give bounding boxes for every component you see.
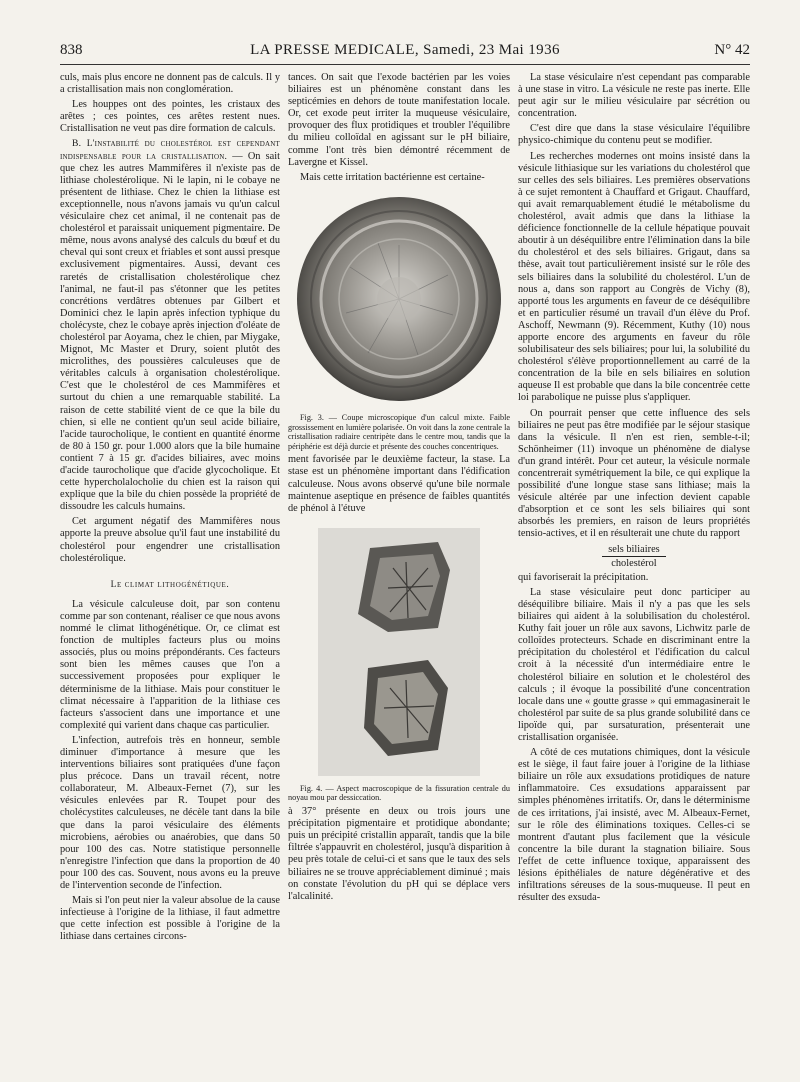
figure-3-micrograph (288, 195, 510, 405)
page-number: 838 (60, 42, 83, 58)
paragraph: Les houppes ont des pointes, les cristaux des arêtes ; ces pointes, ces arêtes restent nues. Cristallisation ne veut pas dire formation de calculs. (60, 99, 280, 135)
column-3 (518, 72, 750, 907)
fraction-numerator: sels biliaires (602, 544, 665, 557)
figure-4-caption: Fig. 4. — Aspect macroscopique de la fissuration centrale du noyau mou par dessiccation. (288, 783, 510, 803)
running-header (60, 42, 750, 62)
section-title: Le climat lithogénétique. (110, 579, 230, 590)
fraction-denominator: cholestérol (611, 557, 657, 569)
figure-3-caption: Fig. 3. — Coupe microscopique d'un calcul mixte. Faible grossissement en lumière polarisée. On voit dans la zone centrale la cristallisation radiaire centripète dans le centre mou, tandis que la périphérie est déjà durcie et présente des couches concentriques. (288, 412, 510, 451)
paragraph: C'est dire que dans la stase vésiculaire l'équilibre physico-chimique du contenu peut se modifier. (518, 123, 750, 147)
paragraph: La stase vésiculaire n'est cependant pas comparable à une stase in vitro. La vésicule ne reste pas inerte. Elle peut agir sur le milieu vésiculaire par sécrétion ou concentration. (518, 72, 750, 120)
paragraph (60, 138, 280, 513)
paragraph: Les recherches modernes ont moins insisté dans la vésicule lithiasique sur les variations du cholestérol que sur celles des sels biliaires. Les premières observations à ce sujet remontent à Chauffard et Grigaut. Chauffard, qui avait remarquablement étudié le métabolisme du cholestérol, avait admis que dans la lithiase la déficience fonctionnelle de la cellule hépatique pouvait aboutir à un déséquilibre entre l'élimination dans la bile du cholestérol et des sels biliaires. Grigaut, dans sa thèse, avait tout particulièrement insisté sur le rôle des sels biliaires dans la solubilité du cholestérol. L'un de nous a, dans son rapport au Congrès de Vichy (8), apporté tous les arguments en faveur de ce déséquilibre et en particulier résumé un travail d'un élève du Prof. Aschoff, Newmann (9). Récemment, Kuthy (10) nous apporte encore des arguments en faveur du rôle solubilisateur des sels biliaires; pour lui, la solubilité du cholestérol s'élève proportionnellement au carré de la concentration de la bile en sels biliaires en solution aqueuse Il est probable que dans la bile concentrée cette loi parabolique ne puisse plus s'appliquer. (518, 150, 750, 404)
paragraph: L'infection, autrefois très en honneur, semble diminuer d'importance à mesure que les interventions biliaires sont pratiquées d'une façon plus précoce. Dans un travail récent, notre collaborateur, M. Albeaux-Fernet (7), sur les vésicules enlevées par R. Toupet pour des cholécystites calculeuses, ne décèle tant dans la bile que dans la paroi vésiculaire des éléments microbiens, aérobies ou anaérobies, que dans 50 pour 100 des cas. Notre statistique personnelle n'enregistre l'infection que dans la proportion de 40 pour 100 des cas. Souvent, nous avons eu la preuve de l'intervention seconde de l'infection. (60, 734, 280, 891)
paragraph: A côté de ces mutations chimiques, dont la vésicule est le siège, il faut faire jouer à l'origine de la lithiase biliaire un rôle aux exsudations protidiques de nature inflammatoire. Ces exsudations apparaissent par simples phénomènes irritatifs. Or, dans le déterminisme de ces irritations, j'ai insisté, avec M. Albeaux-Fernet, sur le rôle des éliminations toxiques. Celles-ci se montrent d'autant plus facilement que la vésicule concentre la bile durant la stagnation biliaire. Sous l'effet de cette influence toxique, apparaissent des lésions épithéliales de nature dégénérative et des infiltrations séreuses de la sous-muqueuse. Il peut en résulter des exsuda- (518, 747, 750, 904)
issue-number: N° 42 (714, 42, 750, 58)
paragraph: La stase vésiculaire peut donc participer au déséquilibre biliaire. Mais il n'y a pas que les sels biliaires qui aident à la solubilisation du cholestérol. Kuthy fait jouer un rôle aux savons, Lichwitz parle de colloïdes protecteurs. Schade en discriminant entre la précipitation du cholestérol et l'édification du calcul croit à la nécessité d'un intermédiaire entre le cholestérol biliaire en solution et le cholestérol des calculs ; il évoque la possibilité d'une concentration locale dans une « goutte grasse » qui emmagasinerait le cholestérol par suite de sa plus grande solubilité dans ce lipoïde qui, par sursaturation, présenterait une cristallisation organisée. (518, 586, 750, 743)
ratio-fraction (518, 544, 750, 570)
paragraph: Mais cette irritation bactérienne est certaine- (300, 171, 485, 183)
paragraph: ment favorisée par le deuxième facteur, la stase. La stase est un phénomène important dans l'édification calculeuse. Nous avons observé qu'une bile normale maintenue aseptique en présence de faibles quantités de phénol à l'étuve (288, 454, 510, 514)
column-2 (288, 72, 510, 906)
section-b-body: — On sait que chez les autres Mammifères il n'existe pas de lithiase cholestérolique. Ni le lapin, ni le cobaye ne présentent de lithiase. Chez le chien la lithiase est exceptionnelle, nous n'avons jamais vu qu'un calcul vésiculaire chez cet animal, il ne contenait pas de cholestérol et paraissait uniquement pigmentaire. De même, nous avons analysé des calculs du bœuf et du cheval qui sont creux et friables et sont aussi presque exclusivement pigmentaires. Aussi, devant ces raretés de cristallisation cholestérolique chez l'animal, ne faut-il pas s'étonner que les petites concrétions verdâtres obtenues par Gilbert et Dominici chez le lapin après infection typhique du cholécyste, chez le cobaye après injection d'oléate de cholestérol par Aoyama, chez le chien, par Miygake, Mignot, Mc Master et Drury, soient plutôt des microlithes, des poussières calculeuses que de véritables calculs à organisation cholestérolique. C'est que le cholestérol de ces Mammifères et surtout du chien a une remarquable stabilité. La raison de cette stabilité vient de ce que la bile du chien, si elle ne contient qu'un seul acide biliaire, l'acide taurocholique, le contient en quantité énorme de 80 à 150 gr. pour 1.000 alors que la bile humaine contient 7 à 15 gr. d'acides biliaires, avec moins d'acide taurocholique que d'acide glycocholique. Et cette hypercholalocholie du chien est la raison qui explique que la bile du chien possède la propriété de dissoudre les calculs humains. (60, 150, 280, 513)
header-rule (60, 64, 750, 65)
column-1 (60, 72, 280, 946)
figure-4-photograph (288, 528, 510, 776)
paragraph: culs, mais plus encore ne donnent pas de calculs. Il y a cristallisation mais non conglomération. (60, 72, 280, 96)
paragraph: Cet argument négatif des Mammifères nous apporte la preuve absolue qu'il faut une instabilité du cholestérol pour engendrer une cristallisation cholestérolique. (60, 516, 280, 564)
paragraph: à 37° présente en deux ou trois jours une précipitation pigmentaire et protidique abondante; puis un précipité cristallin apparaît, tandis que la bile filtrée s'appauvrit en cholestérol, jusqu'à disparition à peu près totale de celui-ci et sans que le taux des sels biliaires ne se trouve appréciablement diminué ; mais on constate l'évolution du pH qui se déplace vers l'alcalinité. (288, 806, 510, 902)
section-b-heading: B. L'instabilité du cholestérol est cependant indispensable pour la cristallisation. (60, 138, 280, 162)
journal-title: LA PRESSE MEDICALE, Samedi, 23 Mai 1936 (250, 42, 560, 58)
paragraph: On pourrait penser que cette influence des sels biliaires ne peut pas être modifiée par le séjour stasique dans la vésicule. Il n'en est rien, semble-t-il; Schönheimer (11) invoque un phénomène de dialyse d'un grand intérêt. Pour cet auteur, la vésicule normale concentrerait symétriquement la bile, ce qui explique la possibilité d'une longue stase sans lithiase; mais la vésicule altérée par une infection devient capable d'absorption et ce sont les sels biliaires qui sont absorbés les premiers, en raison de leurs propriétés tensio-actives, et il en résulterait une chute du rapport (518, 407, 750, 540)
paragraph: Mais si l'on peut nier la valeur absolue de la cause infectieuse à l'origine de la lithiase, il faut admettre que cette infection est possible à l'origine de la lithiase dans certaines circons- (60, 895, 280, 943)
paragraph: tances. On sait que l'exode bactérien par les voies biliaires est un phénomène constant dans les septicémies en dehors de toute manifestation locale. Or, cet exode peut irriter la muqueuse vésiculaire, provoquer des flux protidiques et troubler l'équilibre du milieu colloïdal en agissant sur le pH biliaire, comme l'ont très bien démontré récemment de Lavergne et Kissel. (288, 72, 510, 168)
paragraph: La vésicule calculeuse doit, par son contenu comme par son contenant, réaliser ce que nous avons nommé le climat lithogénétique. Or, ce climat est fonction de multiples facteurs plus ou moins associés, plus ou moins prépondérants. Ces facteurs sont bien les mêmes causes que l'on a successivement proposées pour expliquer le déterminisme de la lithiase. Mais pour constituer le climat nécessaire à l'apparition de la lithiase ces facteurs s'associent dans une importance et une complexité qui varient dans chaque cas particulier. (60, 598, 280, 731)
paragraph: qui favoriserait la précipitation. (518, 571, 649, 583)
